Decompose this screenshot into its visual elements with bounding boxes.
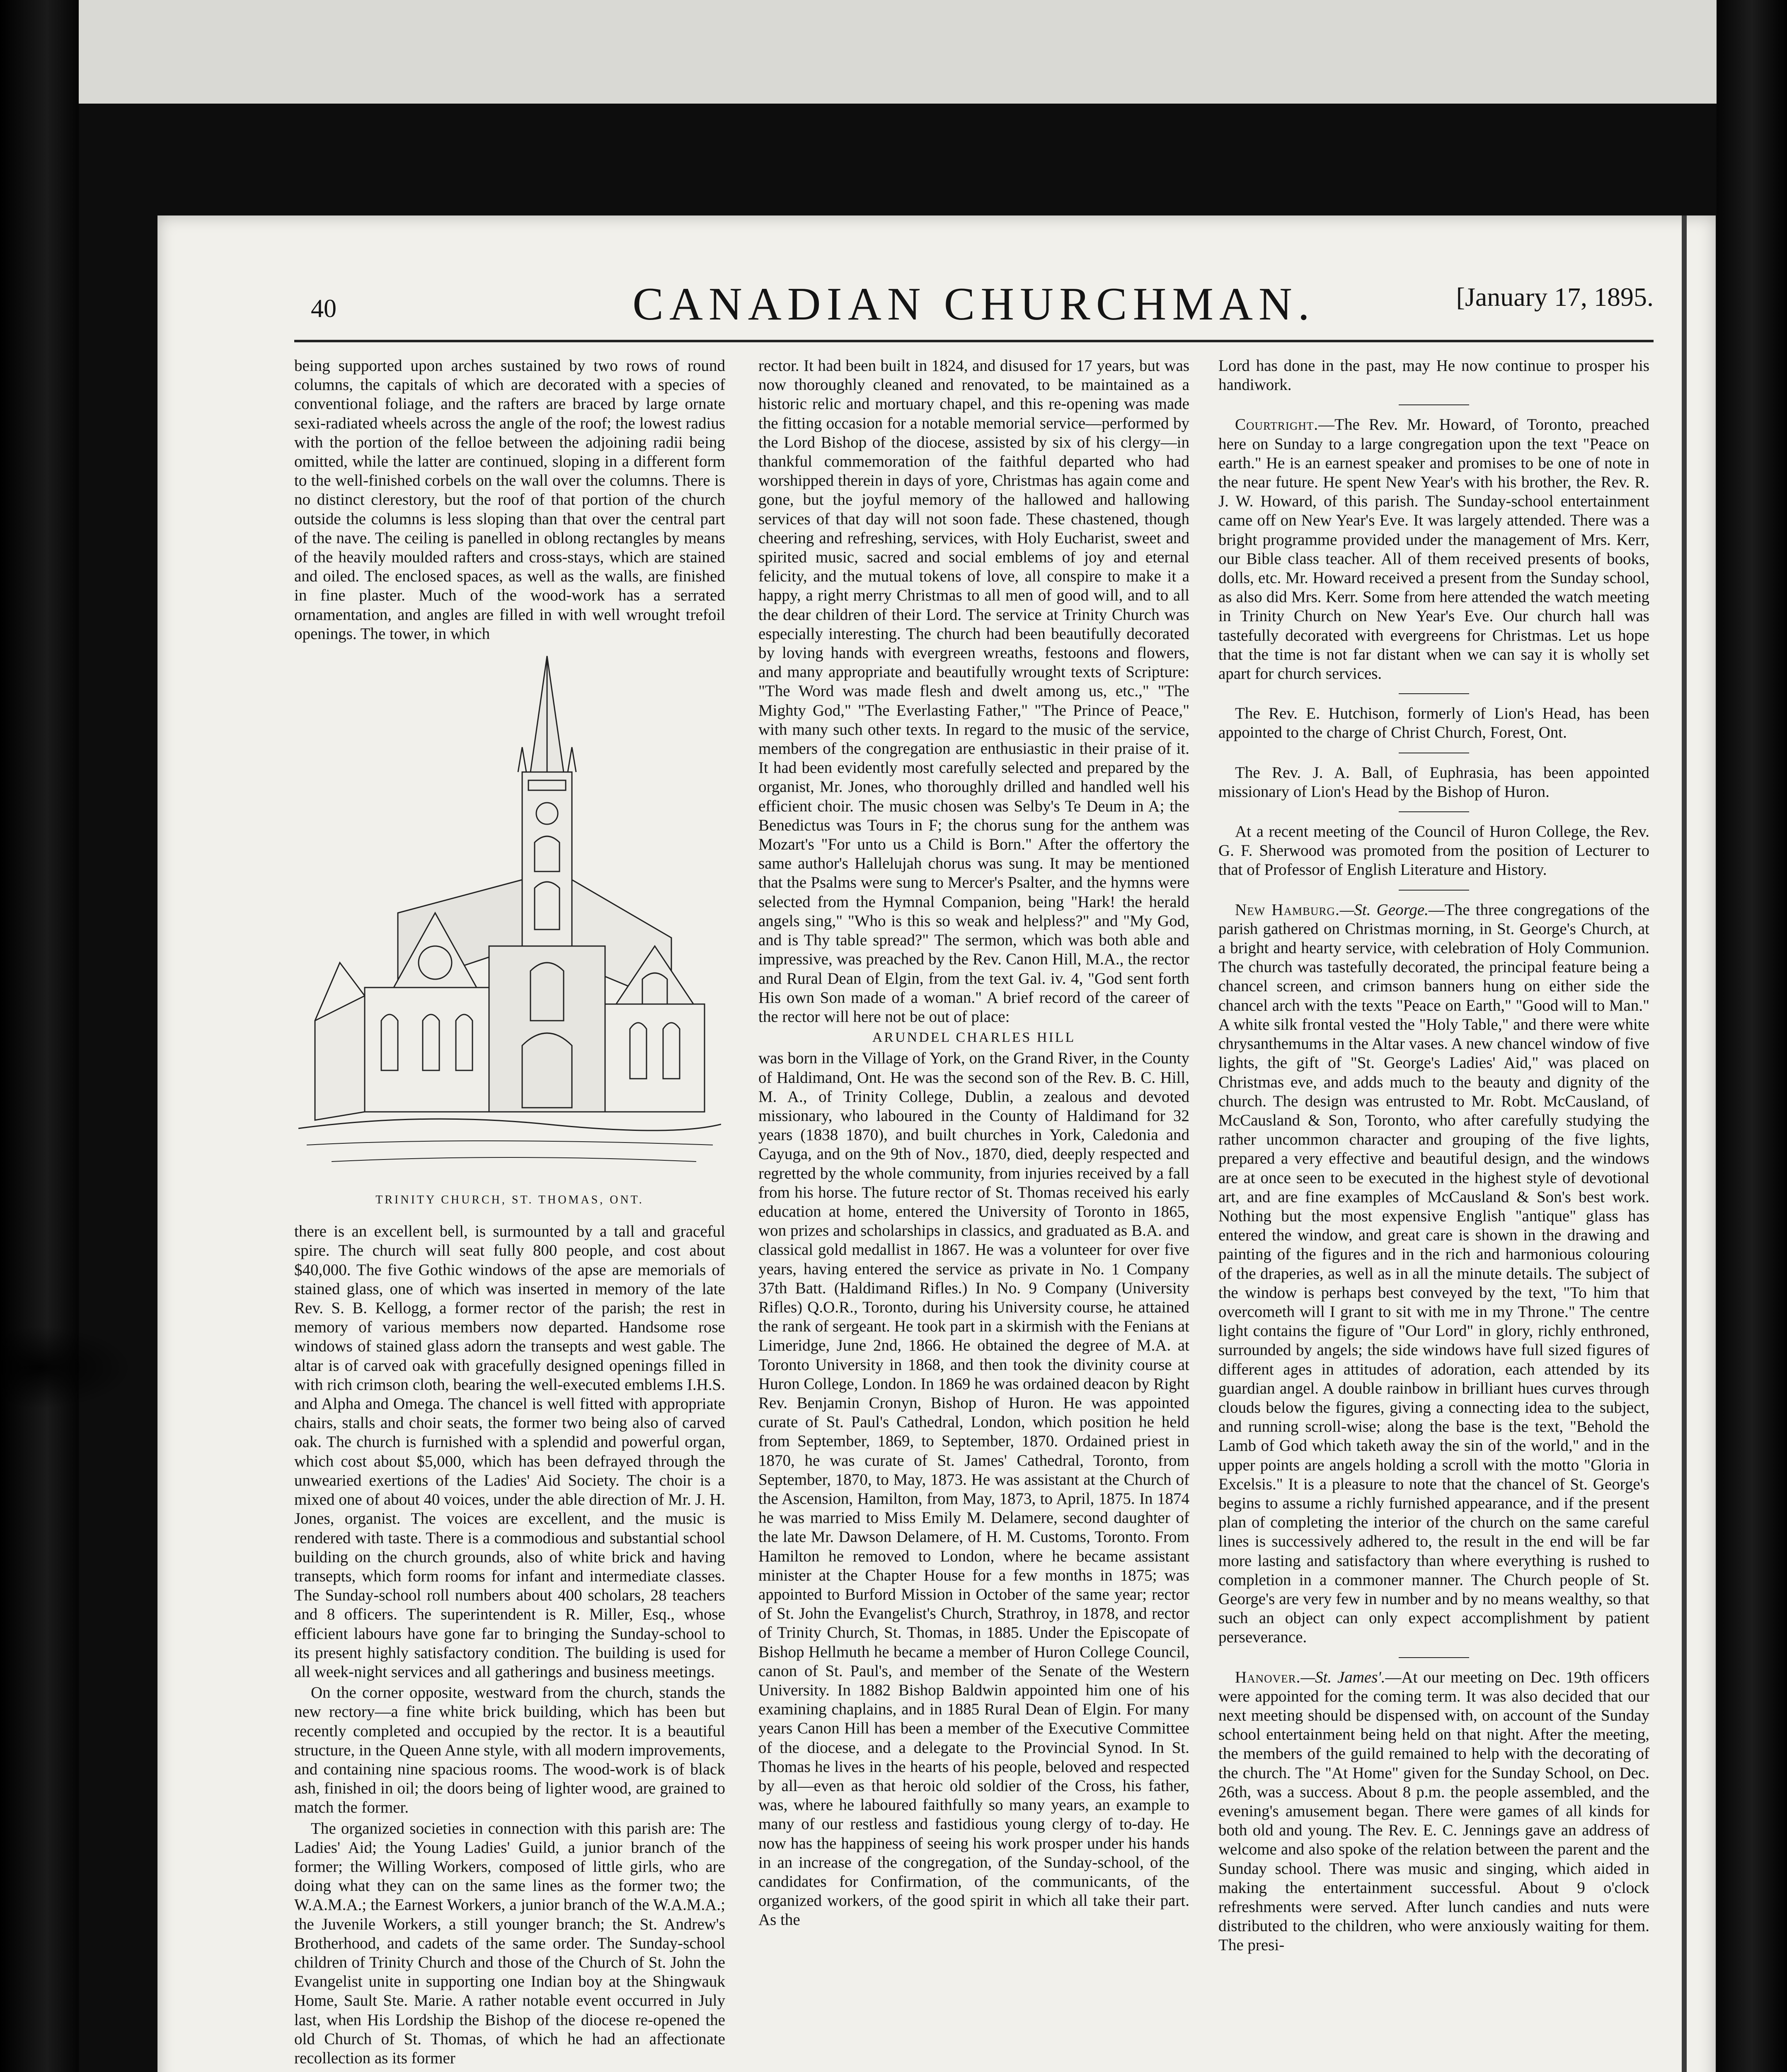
article-paragraph: The organized societies in connection with this parish are: The Ladies' Aid; the Young Ladies' Guild, a junior branch of the former; the Willing Workers, composed of little girls, who are doing what they can on the same lines as the former two; the W.A.M.A.; the Earnest Workers, a junior branch of the W.A.M.A.; the Juvenile Workers, a still younger branch; the St. Andrew's Brotherhood, and cadets of the same order. The Sunday-school children of Trinity Church and those of the Church of St. John the Evangelist unite in supporting one Indian boy at the Shingwauk Home, Sault Ste. Marie. A rather notable event occurred in July last, when His Lordship the Bishop of the diocese re-opened the old Church of St. Thomas, of which he had an affectionate recollection as its former [294, 1819, 725, 2067]
article-paragraph: there is an excellent bell, is surmounted by a tall and graceful spire. The church will seat fully 800 people, and cost about $40,000. The five Gothic windows of the apse are memorials of stained glass, one of which was inserted in memory of the late Rev. S. B. Kellogg, a former rector of the parish; the rest in memory of various members now departed. Handsome rose windows of stained glass adorn the transepts and west gable. The altar is of carved oak with gracefully designed openings filled in with rich crimson cloth, bearing the well-executed emblems I.H.S. and Alpha and Omega. The chancel is well fitted with appropriate chairs, stalls and choir seats, the former two being also of carved oak. The church is furnished with a splendid and powerful organ, which cost about $5,000, which has been defrayed through the unwearied exertions of the Ladies' Aid Society. The choir is a mixed one of about 40 voices, under the able direction of Mr. J. H. Jones, organist. The voices are excellent, and the music is rendered with taste. There is a commodious and substantial school building on the church grounds, also of white brick and having transepts, which form rooms for infant and intermediate classes. The Sunday-school roll numbers about 400 scholars, 28 teachers and 8 officers. The superintendent is R. Miller, Esq., whose efficient labours have gone far to bringing the Sunday-school to its present highly satisfactory condition. The building is used for all week-night services and all gatherings and business meetings. [294, 1222, 725, 1681]
news-text: —The three congregations of the parish gathered on Christmas morning, in St. George's Church, at a bright and hearty service, with celebration of Holy Communion. The church was tastefully decorated, the principal feature being a chancel screen, and crimson banners hung on either side the chancel arch with the texts "Peace on Earth," "Good will to Man." A white silk frontal vested the "Holy Table," and there were white chrysanthemums in the Altar vases. A new chancel window of five lights, the gift of "St. George's Ladies' Aid," was placed on Christmas eve, and adds much to the beauty and dignity of the church. The design was entrusted to Mr. Robt. McCausland, of McCausland & Son, Toronto, who after carefully studying the rather uncommon character and grouping of the five lights, prepared a very effective and beautiful design, and the windows are at once seen to be executed in the highest style of devotional art, and are fine examples of McCausland & Son's best work. Nothing but the most expensive English "antique" glass has entered the window, and great care is shown in the drawing and painting of the figures and in the rich and harmonious colouring of the draperies, as well as in all the minute details. The subject of the window is perhaps best conveyed by the text, "To him that overcometh will I grant to sit with me in my Throne." The centre light contains the figure of "Our Lord" in glory, richly enthroned, surrounded by angels; the side windows have full sized figures of different ages in attitudes of adoration, each attended by its guardian angel. A double rainbow in brilliant hues curves through clouds below the figures, giving a connecting idea to the subject, and running scroll-wise; along the base is the text, "Behold the Lamb of God which taketh away the sin of the world," and in the upper points are angels holding a scroll with the motto "Gloria in Excelsis." It is a pleasure to note that the chancel of St. George's begins to assume a richly furnished appearance, and if the present plan of completing the interior of the church on the same careful lines is successively adhered to, the result in the end will be far more lasting and satisfactory than where everything is rushed to completion in a commoner manner. The Church people of St. George's are very few in number and by no means wealthy, so that such an object can only expect accomplishment by patient perseverance. [1218, 900, 1649, 1646]
page-binding-edge [1682, 215, 1687, 2072]
page-number: 40 [311, 295, 337, 323]
place-label: Hanover. [1235, 1668, 1301, 1686]
issue-date: [January 17, 1895. [1456, 282, 1654, 312]
section-subhead: ARUNDEL CHARLES HILL [872, 1030, 1076, 1046]
place-label: New Hamburg. [1235, 900, 1340, 919]
column-1 [294, 356, 725, 2072]
church-illustration [298, 648, 721, 1186]
article-paragraph: rector. It had been built in 1824, and disused for 17 years, but was now thoroughly cleaned and renovated, to be maintained as a historic relic and mortuary chapel, and this re-opening was made the fitting occasion for a notable memorial service—performed by the Lord Bishop of the diocese, assisted by six of his clergy—in thankful commemoration of the faithful departed who had worshipped therein in days of yore, Christmas has again come and gone, but the joyful memory of the hallowed and hallowing services of that day will not soon fade. These chastened, though cheering and refreshing, services, with Holy Eucharist, sweet and spirited music, sacred and social emblems of joy and eternal felicity, and the mutual tokens of love, all conspire to make it a happy, a right merry Christmas to all men of good will, and to all the dear children of their Lord. The service at Trinity Church was especially interesting. The church had been beautifully decorated by loving hands with evergreen wreaths, festoons and flowers, and many appropriate and beautifully wrought texts of Scripture: "The Word was made flesh and dwelt among us, etc.," "The Mighty God," "The Everlasting Father," "The Prince of Peace," with many such other texts. In regard to the music of the service, members of the congregation are enthusiastic in their praise of it. It had been evidently most carefully selected and prepared by the organist, Mr. Jones, who thoroughly drilled and handled well his efficient choir. The music chosen was Selby's Te Deum in A; the Benedictus was Tours in F; the chorus sung for the anthem was Mozart's "For unto us a Child is Born." After the offertory the same author's Hallelujah chorus was sung. It may be mentioned that the Psalms were sung to Mercer's Psalter, and the hymns were selected from the Hymnal Companion, being "Hark! the herald angels sing," "Who is this so weak and helpless?" and "My God, and is Thy table spread?" The sermon, which was both able and impressive, was preached by the Rev. Canon Hill, M.A., the rector and Rural Dean of Elgin, from the text Gal. iv. 4, "God sent forth His own Son made of a woman." A brief record of the career of the rector will here not be out of place: [758, 357, 1189, 1026]
news-item-ball: The Rev. J. A. Ball, of Euphrasia, has been appointed missionary of Lion's Head by the Bishop of Huron. [1218, 763, 1649, 801]
separator-rule [1399, 811, 1469, 812]
news-item-courtright [1218, 415, 1649, 683]
place-label: Courtright. [1235, 416, 1319, 434]
news-item-hanover [1218, 1668, 1649, 1955]
microfilm-edge-right [1717, 0, 1787, 2072]
news-text: —At our meeting on Dec. 19th officers were appointed for the coming term. It was also decided that our next meeting should be dispensed with, on account of the Sunday school entertainment being held on that night. After the meeting, the members of the guild remained to help with the decorating of the church. The "At Home" given for the Sunday School, on Dec. 26th, was a success. About 8 p.m. the people assembled, and the evening's amusement began. There were games of all kinds for both old and young. The Rev. E. C. Jennings gave an address of welcome and also spoke of the relation between the parent and the Sunday school. There was music and singing, which aided in making the entertainment successful. About 9 o'clock refreshments were served. After lunch candies and nuts were distributed to the children, who were anxiously waiting for them. The presi- [1218, 1668, 1649, 1954]
header-rule [294, 340, 1654, 342]
news-item-new-hamburg [1218, 900, 1649, 1647]
scan-background-top [79, 0, 1717, 104]
news-item-council: At a recent meeting of the Council of Huron College, the Rev. G. F. Sherwood was promoted from the position of Lecturer to that of Professor of English Literature and History. [1218, 823, 1649, 879]
separator-rule [1399, 404, 1469, 405]
separator-rule [1399, 693, 1469, 694]
church-engraving [298, 648, 721, 1186]
scanner-pointer-shadow [0, 1326, 133, 1409]
newspaper-page [157, 215, 1716, 2072]
church-name: —St. James'. [1300, 1668, 1385, 1686]
page-header [294, 278, 1654, 340]
article-paragraph: Lord has done in the past, may He now continue to prosper his handiwork. [1218, 357, 1649, 394]
microfilm-edge-left [0, 0, 79, 2072]
separator-rule [1399, 890, 1469, 891]
article-paragraph: On the corner opposite, westward from the church, stands the new rectory—a fine white brick building, which has been but recently completed and occupied by the rector. It is a beautiful structure, in the Queen Anne style, with all modern improvements, and containing nine spacious rooms. The wood-work is of black ash, finished in oil; the doors being of lighter wood, are grained to match the former. [294, 1684, 725, 1817]
column-3 [1218, 356, 1649, 2072]
illustration-caption: TRINITY CHURCH, ST. THOMAS, ONT. [375, 1193, 644, 1207]
article-paragraph: being supported upon arches sustained by two rows of round columns, the capitals of which are decorated with a species of conventional foliage, and the rafters are braced by large ornate sexi-radiated wheels across the angle of the roof; the lowest radius with the portion of the felloe between the adjoining radii being omitted, while the latter are continued, sloping in a different form to the well-finished corbels on the wall over the columns. There is no distinct clerestory, but the roof of that portion of the church outside the columns is less sloping than that over the central part of the nave. The ceiling is panelled in oblong rectangles by means of the heavily moulded rafters and cross-stays, which are stained and oiled. The enclosed spaces, as well as the walls, are finished in fine plaster. Much of the wood-work has a serrated ornamentation, and angles are filled in with well wrought trefoil openings. The tower, in which [294, 357, 725, 643]
news-text: —The Rev. Mr. Howard, of Toronto, preached here on Sunday to a large congregation upon the text "Peace on earth." He is an earnest speaker and promises to be one of note in the near future. He spent New Year's with his brother, the Rev. R. J. W. Howard, of this parish. The Sunday-school entertainment came off on New Year's Eve. It was largely attended. There was a bright programme provided under the management of Mrs. Kerr, our Bible class teacher. All of them received presents of books, dolls, etc. Mr. Howard received a present from the Sunday school, as also did Mrs. Kerr. Some from here attended the watch meeting in Trinity Church on New Year's Eve. Our church hall was tastefully decorated with evergreens for Christmas. Let us hope that the time is not far distant when we can say it is wholly set apart for church services. [1218, 416, 1649, 683]
church-name: —St. George. [1339, 900, 1429, 919]
column-2 [758, 356, 1189, 2072]
separator-rule [1399, 1657, 1469, 1658]
article-paragraph: was born in the Village of York, on the Grand River, in the County of Haldimand, Ont. He was the second son of the Rev. B. C. Hill, M. A., of Trinity College, Dublin, a zealous and devoted missionary, who laboured in the County of Haldimand for 32 years (1838 1870), and built churches in York, Caledonia and Cayuga, and on the 9th of Nov., 1870, died, deeply respected and regretted by the whole community, from injuries received by a fall from his horse. The future rector of St. Thomas received his early education at home, entered the University of Toronto in 1865, won prizes and scholarships in classics, and graduated as B.A. and classical gold medallist in 1867. He was a volunteer for over five years, having entered the service as private in No. 1 Company 37th Batt. (Haldimand Rifles.) In No. 9 Company (University Rifles) Q.O.R., Toronto, during his University course, he attained the rank of sergeant. He took part in a skirmish with the Fenians at Limeridge, June 2nd, 1866. He obtained the degree of M.A. at Toronto University in 1868, and then took the divinity course at Huron College, London. In 1869 he was ordained deacon by Right Rev. Benjamin Cronyn, Bishop of Huron. He was appointed curate of St. Paul's Cathedral, London, which position he held from September, 1869, to September, 1870. Ordained priest in 1870, he was curate of St. James' Cathedral, Toronto, from September, 1870, to May, 1873. He was assistant at the Church of the Ascension, Hamilton, from May, 1873, to April, 1875. In 1874 he was married to Miss Emily M. Delamere, second daughter of the late Mr. Dawson Delamere, of H. M. Customs, Toronto. From Hamilton he removed to London, where he became assistant minister at the Chapter House for a few months in 1875; was appointed to Burford Mission in October of the same year; rector of St. John the Evangelist's Church, Strathroy, in 1878, and rector of Trinity Church, St. Thomas, in 1885. Under the Episcopate of Bishop Hellmuth he became a member of Huron College Council, canon of St. Paul's, and member of the Senate of the Western University. In 1882 Bishop Baldwin appointed him one of his examining chaplains, and in 1885 Rural Dean of Elgin. For many years Canon Hill has been a member of the Executive Committee of the diocese, and a delegate to the Provincial Synod. In St. Thomas he lives in the hearts of his people, beloved and respected by all—even as that heroic old soldier of the Cross, his father, was, where he laboured faithfully so many years, an example to many of our restless and fastidious young clergy of to-day. He now has the happiness of seeing his work prosper under his hands in an increase of the congregation, of the Sunday-school, of the candidates for Confirmation, of the communicants, of the organized workers, of the good spirit in which all take their part. As the [758, 1049, 1189, 1929]
news-item-hutchison: The Rev. E. Hutchison, formerly of Lion's Head, has been appointed to the charge of Christ Church, Forest, Ont. [1218, 704, 1649, 742]
journal-title: CANADIAN CHURCHMAN. [632, 278, 1315, 330]
